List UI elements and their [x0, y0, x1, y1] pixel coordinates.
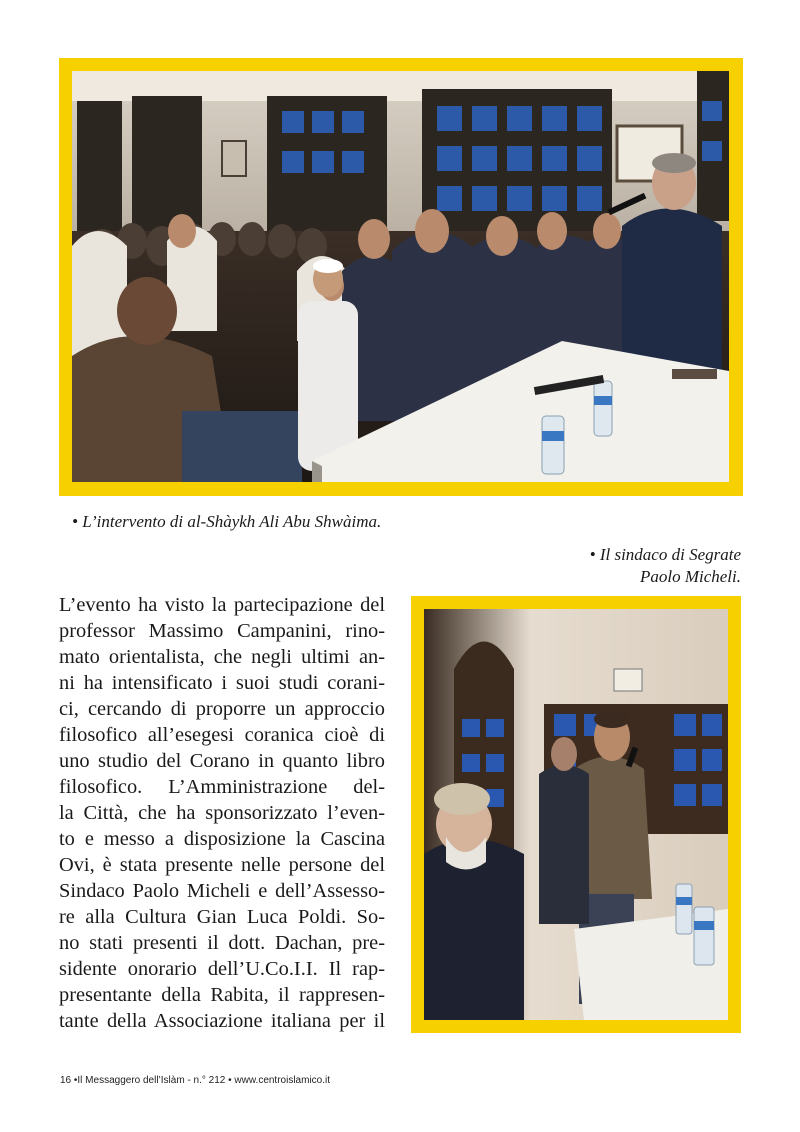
article-line: ni ha intensificato i suoi studi corani- [59, 672, 385, 694]
article-line: la Città, che ha sponsorizzato l’even- [59, 802, 385, 824]
website-link[interactable]: www.centroislamico.it [234, 1075, 331, 1086]
article-line: L’evento ha visto la partecipazione del [59, 594, 385, 616]
article-line: Sindaco Paolo Micheli e dell’Assesso- [59, 880, 385, 902]
article-line: professor Massimo Campanini, rino- [59, 620, 385, 642]
article-line: tante della Associazione italiana per il [59, 1010, 385, 1032]
article-line: uno studio del Corano in quanto libro [59, 750, 385, 772]
article-line: presentante della Rabita, il rappresen- [59, 984, 385, 1006]
photo-mayor-speaking [424, 609, 728, 1020]
caption-line: • Il sindaco di Segrate [589, 545, 741, 564]
article-line: filosofico all’esegesi coranica cioè di [59, 724, 385, 746]
photo-conference-audience [72, 71, 729, 482]
caption-line: Paolo Micheli. [639, 567, 741, 586]
article-line: filosofico. L’Amministrazione del- [59, 776, 385, 798]
page-number: 16 [60, 1075, 72, 1086]
article-line: mato orientalista, che negli ultimi an- [59, 646, 385, 668]
article-line: to e messo a disposizione la Cascina [59, 828, 385, 850]
photo-caption-top: • L’intervento di al-Shàykh Ali Abu Shwàima. [72, 512, 382, 531]
article-line: re alla Cultura Gian Luca Poldi. So- [59, 906, 385, 928]
article-line: Ovi, è stata presente nelle persone del [59, 854, 385, 876]
photo-caption-right [590, 544, 741, 588]
article-line: no stati presenti il dott. Dachan, pre- [59, 932, 385, 954]
article-line: ci, cercando di proporre un approccio [59, 698, 385, 720]
article-line: sidente onorario dell’U.Co.I.I. Il rap- [59, 958, 385, 980]
magazine-name: •Il Messaggero dell’Islàm - n.° 212 • [73, 1075, 232, 1086]
page-footer [60, 1075, 330, 1086]
article-text [59, 592, 385, 1034]
